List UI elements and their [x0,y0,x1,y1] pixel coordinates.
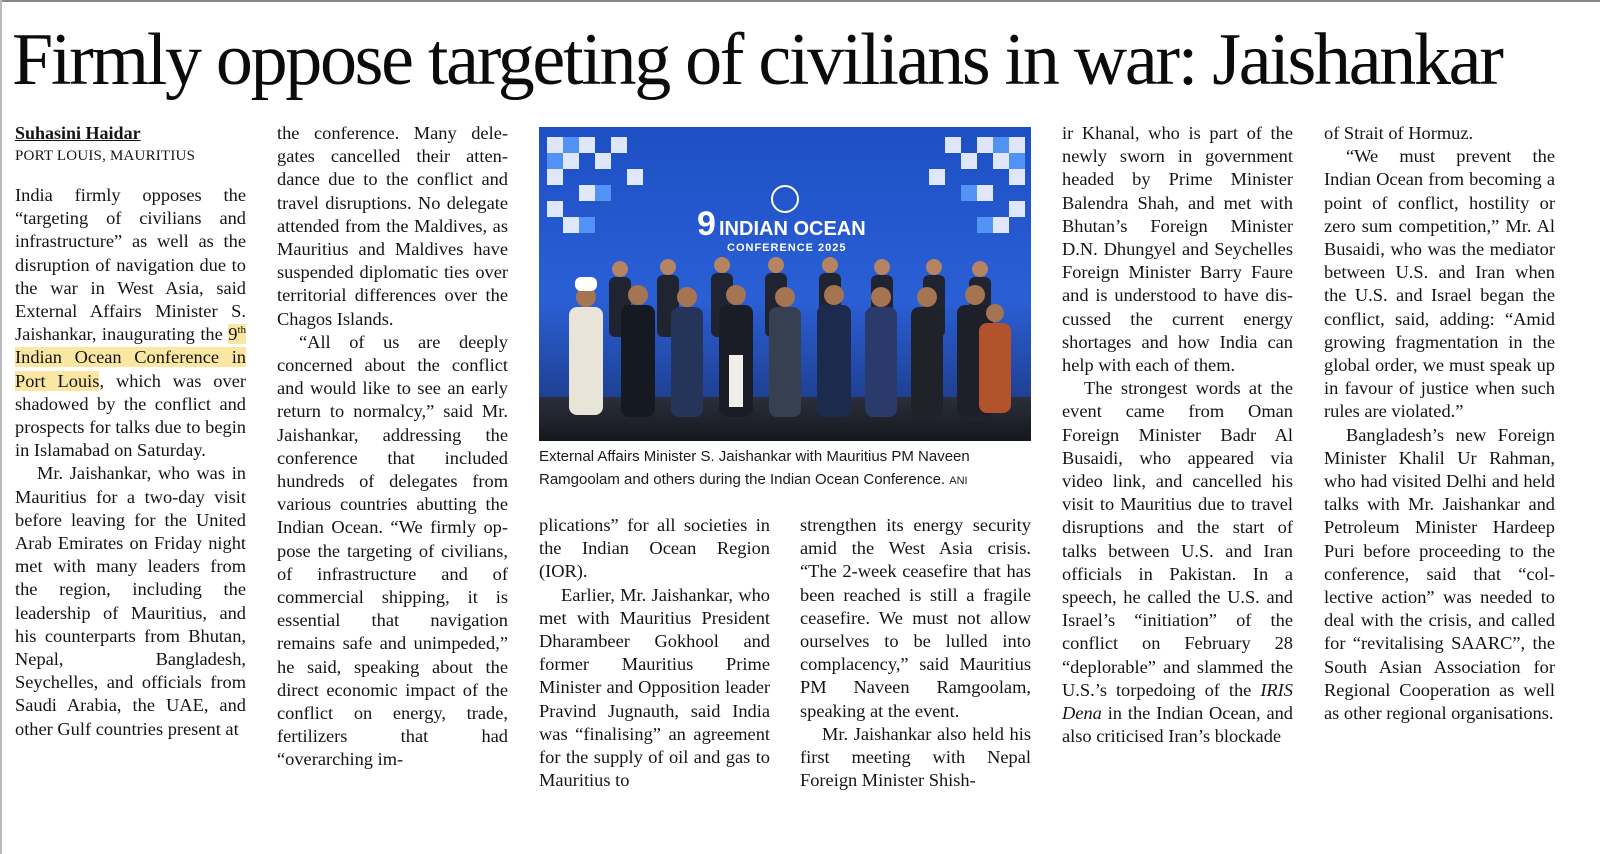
headline: Firmly oppose targeting of civilians in war: Jaishankar [12,19,1502,101]
conference-photo-image [539,127,1031,441]
banner-subtitle: CONFERENCE 2025 [727,242,847,254]
paragraph: of Strait of Hormuz. [1324,123,1474,143]
banner-numeral: 9 [697,205,716,243]
paragraph: Bangladesh’s new Foreign Minister Khalil Ur Rahman, who had visited Delhi and held talks with Mr. Jaishankar and Petroleum Minister Hardeep Puri before proceeding to the conference, said that “collective action” was needed to deal with the crisis, and called for “revitalising SAARC”, the South Asian Association for Regional Cooperation as well as other regional organisations. [1324,424,1555,724]
highlighted-text: 9th Indian Ocean Conference in Port Louis [15,324,246,391]
photo-caption: External Affairs Minister S. Jaishankar with Mauritius PM Naveen Ramgoolam and others during the Indian Ocean Conference. ANI [539,448,970,488]
column-3 [539,514,770,822]
column-4 [800,514,1031,822]
paragraph: Mr. Jaishankar, who was in Mauritius for a two-day visit before leaving for the United Arab Emirates on Friday night met with many leaders from the region, including the leadership of Mauritius, and his counterparts from Bhutan, Nepal, Bangladesh, Seychelles, and officials from Saudi Arabia, the UAE, and other Gulf countries present at [15,463,246,739]
paragraph: The strongest words at the event came from Oman Foreign Minister Badr Al Busaidi, who appeared via video link, and cancelled his visit to Mauritius due to travel disruptions and the start of talks between U.S. and Iran officials in Pakistan. In a speech, he called the U.S. and Israel’s “initiation” of the conflict on February 28 “deplorable” and slammed the U.S.’s torpedoing of the IRIS Dena in the Indian Ocean, and also criticised Iran’s blockade [1062,378,1293,747]
paragraph: “We must prevent the Indian Ocean from becoming a point of conflict, hostility or zero sum competition,” Mr. Al Busaidi, who was the mediator between U.S. and Iran when the U.S. and Israel began the conflict, said, adding: “Amid growing fragmentation in the global order, we must speak up in favour of justice when such rules are violated.” [1324,146,1555,422]
paragraph: Earlier, Mr. Jaishankar, who met with Mauritius President Dharambeer Gokhool and former Mauritius Prime Minister and Opposition leader Pravind Jugnauth, said India was “finalising” an agreement for the supply of oil and gas to Mauritius to [539,584,770,791]
paragraph: the conference. Many delegates cancelled their attendance due to the conflict and travel disruptions. No delegate attended from the Maldives, as Mauritius and Maldives have suspended diplomatic ties over territorial differences over the Chagos Islands. [277,123,508,329]
conference-photo [539,127,1031,441]
banner-title: INDIAN OCEAN [719,218,866,240]
column-1 [15,122,246,822]
column-2 [277,122,508,822]
paragraph: India firmly opposes the “targeting of civilians and infrastructure” as well as the disruption of navigation due to the war in West Asia, said External Affairs Minister S. Jaishankar, inaugurating the 9th Indian Ocean Conference in Port Louis, which was over shadowed by the conflict and prospects for talks due to begin in Islamabad on Saturday. [15,185,246,461]
paragraph: “All of us are deeply concerned about the conflict and would like to see an early return to normalcy,” said Mr. Jaishankar, addressing the conference that included hundreds of delegates from various countries abutting the Indian Ocean. “We firmly oppose the targeting of civilians, of infrastructure and of commercial shipping, it is essential that navigation remains safe and unimpeded,” he said, speaking about the direct economic impact of the conflict on energy, trade, fertilizers that had “overarching im- [277,331,508,770]
paragraph: plications” for all societies in the Indian Ocean Region (IOR). [539,515,770,582]
photo-credit: ANI [949,475,968,487]
paragraph: ir Khanal, who is part of the newly sworn in government headed by Prime Minister Balendra Shah, and met with Bhutan’s Foreign Minister D.N. Dhungyel and Seychelles Foreign Minister Barry Faure and is understood to have discussed the current energy shortages and how India can help with each of them. [1062,123,1293,376]
byline: Suhasini Haidar [15,123,141,143]
column-6 [1324,122,1555,822]
dateline: PORT LOUIS, MAURITIUS [15,148,196,164]
paragraph: Mr. Jaishankar also held his first meeting with Nepal Foreign Minister Shish- [800,723,1031,791]
paragraph: strengthen its energy security amid the West Asia crisis. “The 2-week ceasefire that has been reached is still a fragile ceasefire. We must not allow ourselves to be lulled into complacency,” said Mauritius PM Naveen Ramgoolam, speaking at the event. [800,515,1031,721]
top-rule [0,0,1600,2]
column-5 [1062,122,1293,822]
ship-name: IRIS Dena [1062,679,1293,724]
left-rule [0,0,2,854]
